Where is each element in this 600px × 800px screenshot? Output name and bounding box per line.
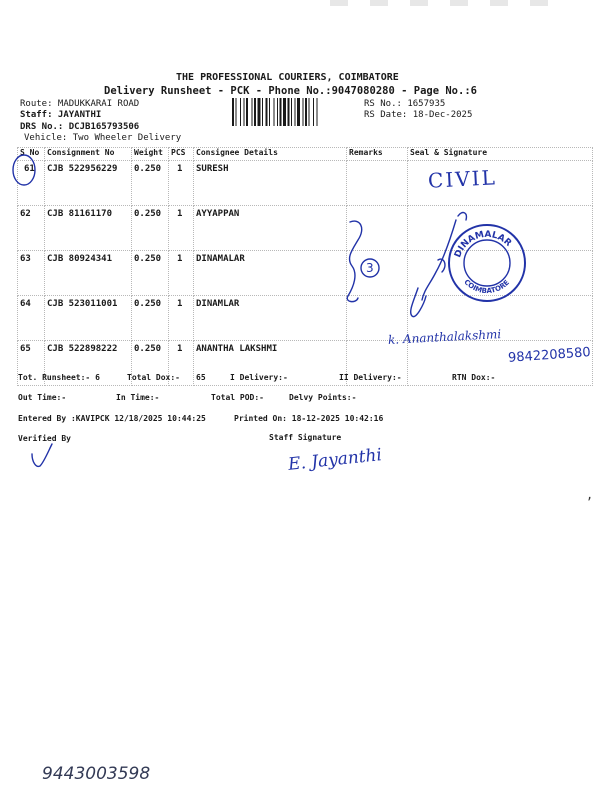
verified-by: Verified By [18,434,71,443]
staff: Staff: JAYANTHI [20,110,102,120]
pcs-cell: 1 [169,206,194,251]
consignee-cell: ANANTHA LAKSHMI [194,341,347,386]
sno-cell: 61 [18,161,45,206]
pcs-cell: 1 [169,251,194,296]
table-row [18,161,593,206]
col-seal-signature: Seal & Signature [408,148,593,161]
sno-cell: 64 [18,296,45,341]
weight-cell: 0.250 [132,341,169,386]
consignee-cell: AYYAPPAN [194,206,347,251]
sno-cell: 65 [18,341,45,386]
consignee-cell: DINAMLAR [194,296,347,341]
col-sno: S No [18,148,45,161]
svg-text:COIMBATORE: COIMBATORE [462,277,512,296]
consignment-cell: CJB 522956229 [45,161,132,206]
col-consignment: Consignment No [45,148,132,161]
consignment-cell: CJB 80924341 [45,251,132,296]
scan-smudge [330,0,560,6]
col-weight: Weight [132,148,169,161]
total-dox-label: Total Dox:- [127,373,180,382]
pcs-cell: 1 [169,161,194,206]
i-delivery: I Delivery:- [230,373,288,382]
weight-cell: 0.250 [132,251,169,296]
total-pod: Total POD:- [211,393,264,402]
rs-date: RS Date: 18-Dec-2025 [364,110,473,120]
consignment-cell: CJB 522898222 [45,341,132,386]
remarks-hook-mark [338,214,386,306]
verified-checkmark [26,440,56,470]
table-header-row [18,148,593,161]
staff-signature-label: Staff Signature [269,433,342,442]
route: Route: MADUKKARAI ROAD [20,99,140,109]
vehicle: Vehicle: Two Wheeler Delivery [24,133,182,143]
table-row [18,341,593,386]
weight-cell: 0.250 [132,161,169,206]
col-consignee: Consignee Details [194,148,347,161]
ananthalakshmi-signature: k. Ananthalakshmi [387,327,502,347]
barcode [232,98,360,126]
remarks-cell [347,161,408,206]
col-pcs: PCS [169,148,194,161]
entered-by: Entered By :KAVIPCK 12/18/2025 10:44:25 [18,414,206,423]
ink-circle-61 [10,152,38,188]
out-time: Out Time:- [18,393,67,402]
sno-cell: 63 [18,251,45,296]
bottom-phone-handwriting: 9443003598 [42,764,151,784]
delvy-points: Delvy Points:- [289,393,357,402]
svg-text:DINAMALAR: DINAMALAR [453,229,514,260]
drs-number: DRS No.: DCJB165793506 [20,122,140,132]
consignment-cell: CJB 81161170 [45,206,132,251]
rtn-dox: RTN Dox:- [452,373,496,382]
printed-on: Printed On: 18-12-2025 10:42:16 [234,414,384,423]
weight-cell: 0.250 [132,206,169,251]
total-dox-value: 65 [196,373,206,382]
sno-cell: 62 [18,206,45,251]
consignment-cell: CJB 523011001 [45,296,132,341]
ii-delivery: II Delivery:- [339,373,402,382]
pcs-cell: 1 [169,341,194,386]
staff-handwritten-signature: E. Jayanthi [287,445,383,475]
pcs-cell: 1 [169,296,194,341]
civil-handwriting: CIVIL [427,165,498,193]
company-title: THE PROFESSIONAL COURIERS, COIMBATORE [176,72,399,83]
in-time: In Time:- [116,393,160,402]
tot-runsheet: Tot. Runsheet:- 6 [18,373,100,382]
phone-note: 9842208580 [507,345,592,366]
signature-scribble-1 [404,200,474,330]
weight-cell: 0.250 [132,296,169,341]
consignee-cell: SURESH [194,161,347,206]
consignee-cell: DINAMALAR [194,251,347,296]
runsheet-subtitle: Delivery Runsheet - PCK - Phone No.:9047080280 - Page No.:6 [104,85,477,97]
margin-mark: , [586,488,594,502]
circled-number: 3 [366,261,374,275]
col-remarks: Remarks [347,148,408,161]
rs-number: RS No.: 1657935 [364,99,446,109]
